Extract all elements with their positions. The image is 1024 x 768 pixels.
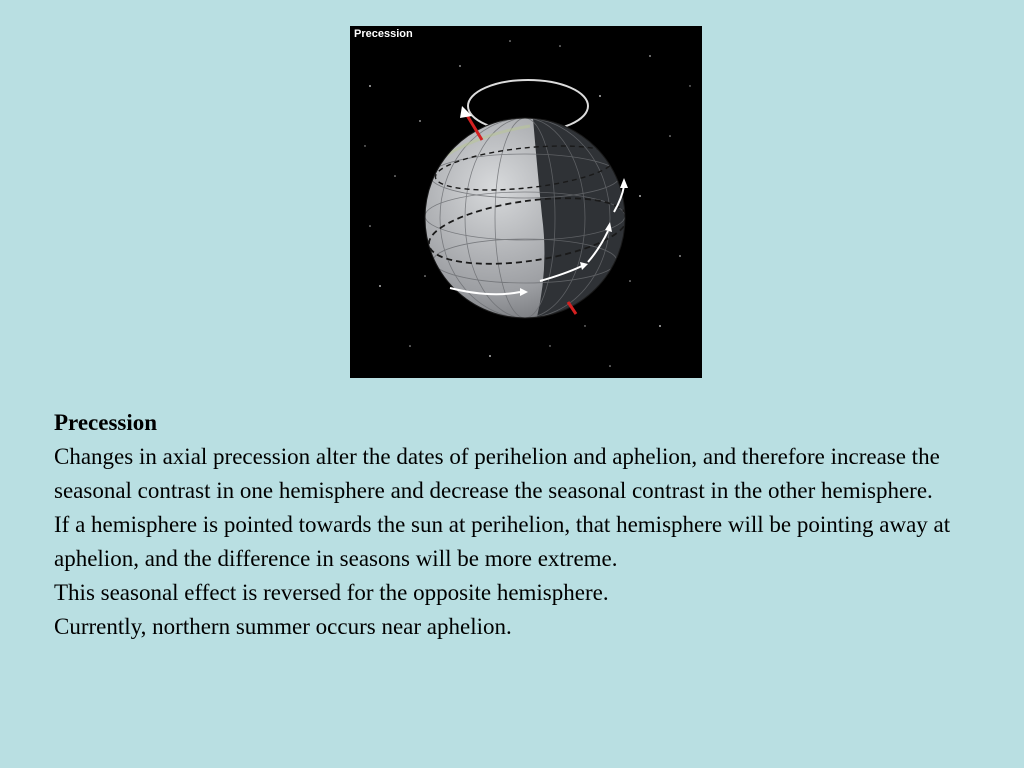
paragraph-current-state: Currently, northern summer occurs near aphelion. xyxy=(54,614,512,639)
precession-figure xyxy=(350,26,702,378)
figure-caption: Precession xyxy=(354,28,413,40)
paragraph-perihelion-aphelion: If a hemisphere is pointed towards the sun at perihelion, that hemisphere will be pointing away at aphelion, and the difference in seasons will be more extreme. xyxy=(54,512,951,571)
text-block xyxy=(54,406,994,644)
precession-globe-illustration xyxy=(350,26,702,378)
section-title: Precession xyxy=(54,410,158,435)
paragraph-reversed-effect: This seasonal effect is reversed for the opposite hemisphere. xyxy=(54,580,609,605)
globe xyxy=(425,106,650,336)
paragraph-axial-precession: Changes in axial precession alter the dates of perihelion and aphelion, and therefore increase the seasonal contrast in one hemisphere and decrease the seasonal contrast in the other hemisphere. xyxy=(54,444,940,503)
